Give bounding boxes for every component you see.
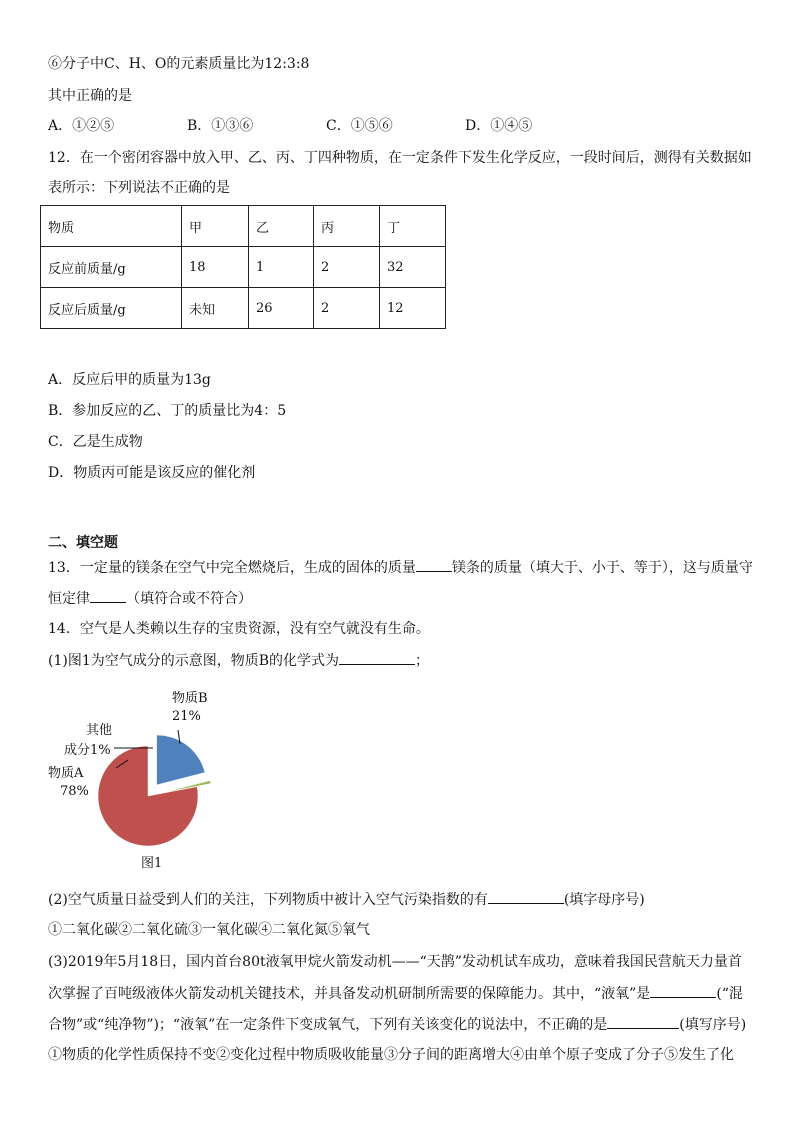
q14-part1-text: (1)图1为空气成分的示意图，物质B的化学式为: [48, 653, 340, 669]
slice-label-other: 其他: [86, 723, 113, 738]
q14-part2-options: ①二氧化碳②二氧化硫③一氧化碳④二氧化氮⑤氧气: [48, 922, 370, 938]
table-cell: 丙: [314, 206, 380, 247]
q12-option-b: B．参加反应的乙、丁的质量比为4：5: [48, 403, 287, 419]
answer-blank[interactable]: [90, 588, 126, 603]
table-cell: 32: [380, 247, 446, 288]
table-cell: 2: [314, 247, 380, 288]
q14-part3-text2: (“混: [716, 986, 743, 1002]
q14-part3-line4: ①物质的化学性质保持不变②变化过程中物质吸收能量③分子间的距离增大④由单个原子变成了分子⑤发生了化: [48, 1047, 734, 1063]
q14-part1-end: ；: [415, 653, 430, 669]
q12-stem-line1: 12．在一个密闭容器中放入甲、乙、丙、丁四种物质，在一定条件下发生化学反应，一段时间后，测得有关数据如: [48, 150, 752, 166]
table-row: [41, 247, 446, 288]
q13-text-d: （填符合或不符合）: [126, 591, 252, 607]
table-cell: 2: [314, 288, 380, 329]
slice-value-other: 成分1%: [64, 743, 111, 758]
q14-part3-line2: [48, 983, 743, 1004]
q14-part3-line1: (3)2019年5月18日，国内首台80t液氧甲烷火箭发动机——“天鹊”发动机试车成功，意味着我国民营航天力量首: [48, 954, 742, 970]
slice-value-b: 21%: [172, 709, 201, 724]
answer-blank[interactable]: [488, 889, 564, 904]
pie-slice-b: [157, 735, 205, 785]
q13-text-a: 13．一定量的镁条在空气中完全燃烧后，生成的固体的质量: [48, 560, 416, 576]
table-cell: 甲: [182, 206, 249, 247]
q13-text-b: 镁条的质量（填大于、小于、等于），这与质量守: [451, 560, 753, 576]
q12-option-d: D．物质丙可能是该反应的催化剂: [48, 465, 256, 481]
data-table: [40, 205, 446, 329]
q14-part3-text4: (填写序号): [679, 1017, 747, 1033]
q11-option-6: ⑥分子中C、H、O的元素质量比为12:3:8: [48, 56, 310, 72]
q11-option-c: C．①⑤⑥: [326, 118, 393, 134]
q13-line2: [48, 588, 252, 609]
table-cell: 丁: [380, 206, 446, 247]
chart-title: 图1: [141, 856, 163, 871]
table-cell: 12: [380, 288, 446, 329]
answer-blank[interactable]: [416, 557, 452, 572]
table-cell: 物质: [41, 206, 182, 247]
q11-option-b: B．①③⑥: [187, 118, 254, 134]
q13-text-c: 恒定律: [48, 591, 90, 607]
table-cell: 乙: [249, 206, 314, 247]
table-cell: 18: [182, 247, 249, 288]
q14-part2: [48, 889, 645, 910]
q12-stem-line2: 表所示：下列说法不正确的是: [48, 180, 230, 196]
q14-part1: [48, 650, 429, 671]
table-cell: 反应前质量/g: [41, 247, 182, 288]
slice-label-b: 物质B: [172, 691, 208, 706]
table-cell: 1: [249, 247, 314, 288]
q14-part2-text: (2)空气质量日益受到人们的关注，下列物质中被计入空气污染指数的有: [48, 892, 488, 908]
table-cell: 未知: [182, 288, 249, 329]
q11-prompt: 其中正确的是: [48, 88, 132, 104]
table-row: [41, 288, 446, 329]
q14-part2-end: (填字母序号): [563, 892, 645, 908]
q11-option-a: A．①②⑤: [48, 118, 115, 134]
pie-chart: [48, 686, 268, 876]
q14-intro: 14．空气是人类赖以生存的宝贵资源，没有空气就没有生命。: [48, 621, 430, 637]
answer-blank[interactable]: [650, 983, 716, 998]
answer-blank[interactable]: [339, 650, 415, 665]
q14-part3-text3: 合物”或“纯净物”)；“液氧”在一定条件下变成氧气，下列有关该变化的说法中，不正确的是: [48, 1017, 608, 1033]
q11-option-d: D．①④⑤: [465, 118, 533, 134]
q13-line1: [48, 557, 753, 578]
table-header-row: [41, 206, 446, 247]
q11-options: [48, 116, 604, 136]
table-cell: 26: [249, 288, 314, 329]
q12-option-a: A．反应后甲的质量为13g: [48, 372, 211, 388]
slice-value-a: 78%: [60, 784, 89, 799]
table-cell: 反应后质量/g: [41, 288, 182, 329]
q14-part3-line3: [48, 1014, 746, 1035]
pie-slices: [98, 735, 211, 846]
section-heading: 二、填空题: [48, 535, 118, 551]
slice-label-a: 物质A: [48, 766, 84, 781]
q12-option-c: C．乙是生成物: [48, 434, 143, 450]
answer-blank[interactable]: [607, 1014, 679, 1029]
q14-part3-text: 次掌握了百吨级液体火箭发动机关键技术，并具备发动机研制所需要的保障能力。其中，“液氧”是: [48, 986, 651, 1002]
